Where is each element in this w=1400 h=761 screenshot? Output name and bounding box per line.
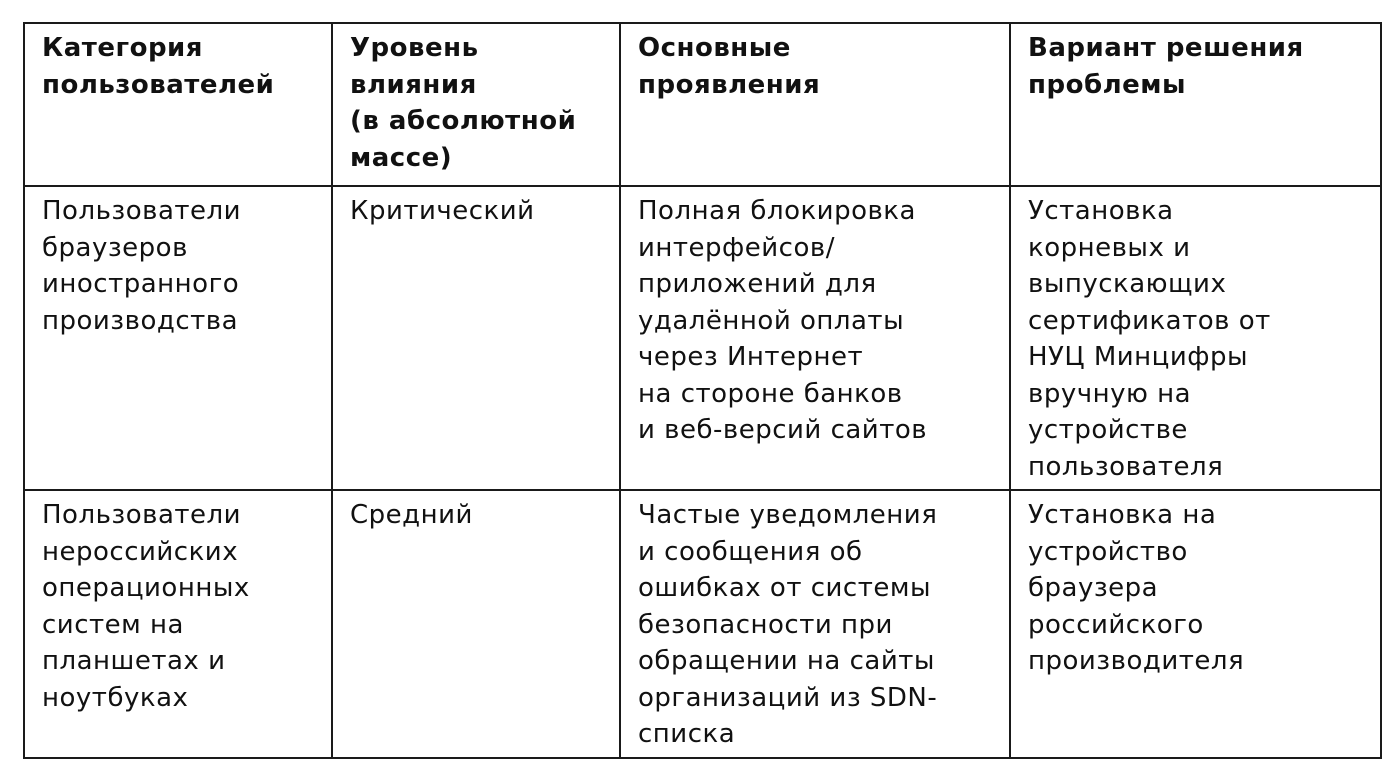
header-cell-manifestations: [620, 23, 1010, 186]
header-label: Уровень влияния (в абсолютной массе): [350, 33, 577, 173]
header-label: Категория пользователей: [42, 33, 275, 100]
table-cell: [620, 490, 1010, 758]
comparison-table: [23, 22, 1382, 759]
cell-text: Установка на устройство браузера российского производителя: [1028, 500, 1245, 676]
header-cell-impact-level: [332, 23, 620, 186]
table-cell: [332, 490, 620, 758]
header-cell-solution: [1010, 23, 1381, 186]
table-cell: [1010, 186, 1381, 490]
table-cell: [620, 186, 1010, 490]
cell-text: Установка корневых и выпускающих сертификатов от НУЦ Минцифры вручную на устройстве пользователя: [1028, 196, 1271, 482]
cell-text: Пользователи браузеров иностранного производства: [42, 196, 242, 336]
header-cell-user-category: [24, 23, 332, 186]
table-row: [24, 490, 1381, 758]
header-label: Вариант решения проблемы: [1028, 33, 1304, 100]
table-row: [24, 186, 1381, 490]
cell-text: Критический: [350, 196, 535, 226]
table-cell: [24, 186, 332, 490]
table-cell: [24, 490, 332, 758]
table-cell: [1010, 490, 1381, 758]
header-label: Основные проявления: [638, 33, 821, 100]
table-cell: [332, 186, 620, 490]
cell-text: Пользователи нероссийских операционных систем на планшетах и ноутбуках: [42, 500, 250, 713]
table-header-row: [24, 23, 1381, 186]
cell-text: Средний: [350, 500, 473, 530]
cell-text: Частые уведомления и сообщения об ошибках от системы безопасности при обращении на сайты организаций из SDN- списка: [638, 500, 938, 749]
cell-text: Полная блокировка интерфейсов/ приложений для удалённой оплаты через Интернет на стороне банков и веб-версий сайтов: [638, 196, 928, 445]
